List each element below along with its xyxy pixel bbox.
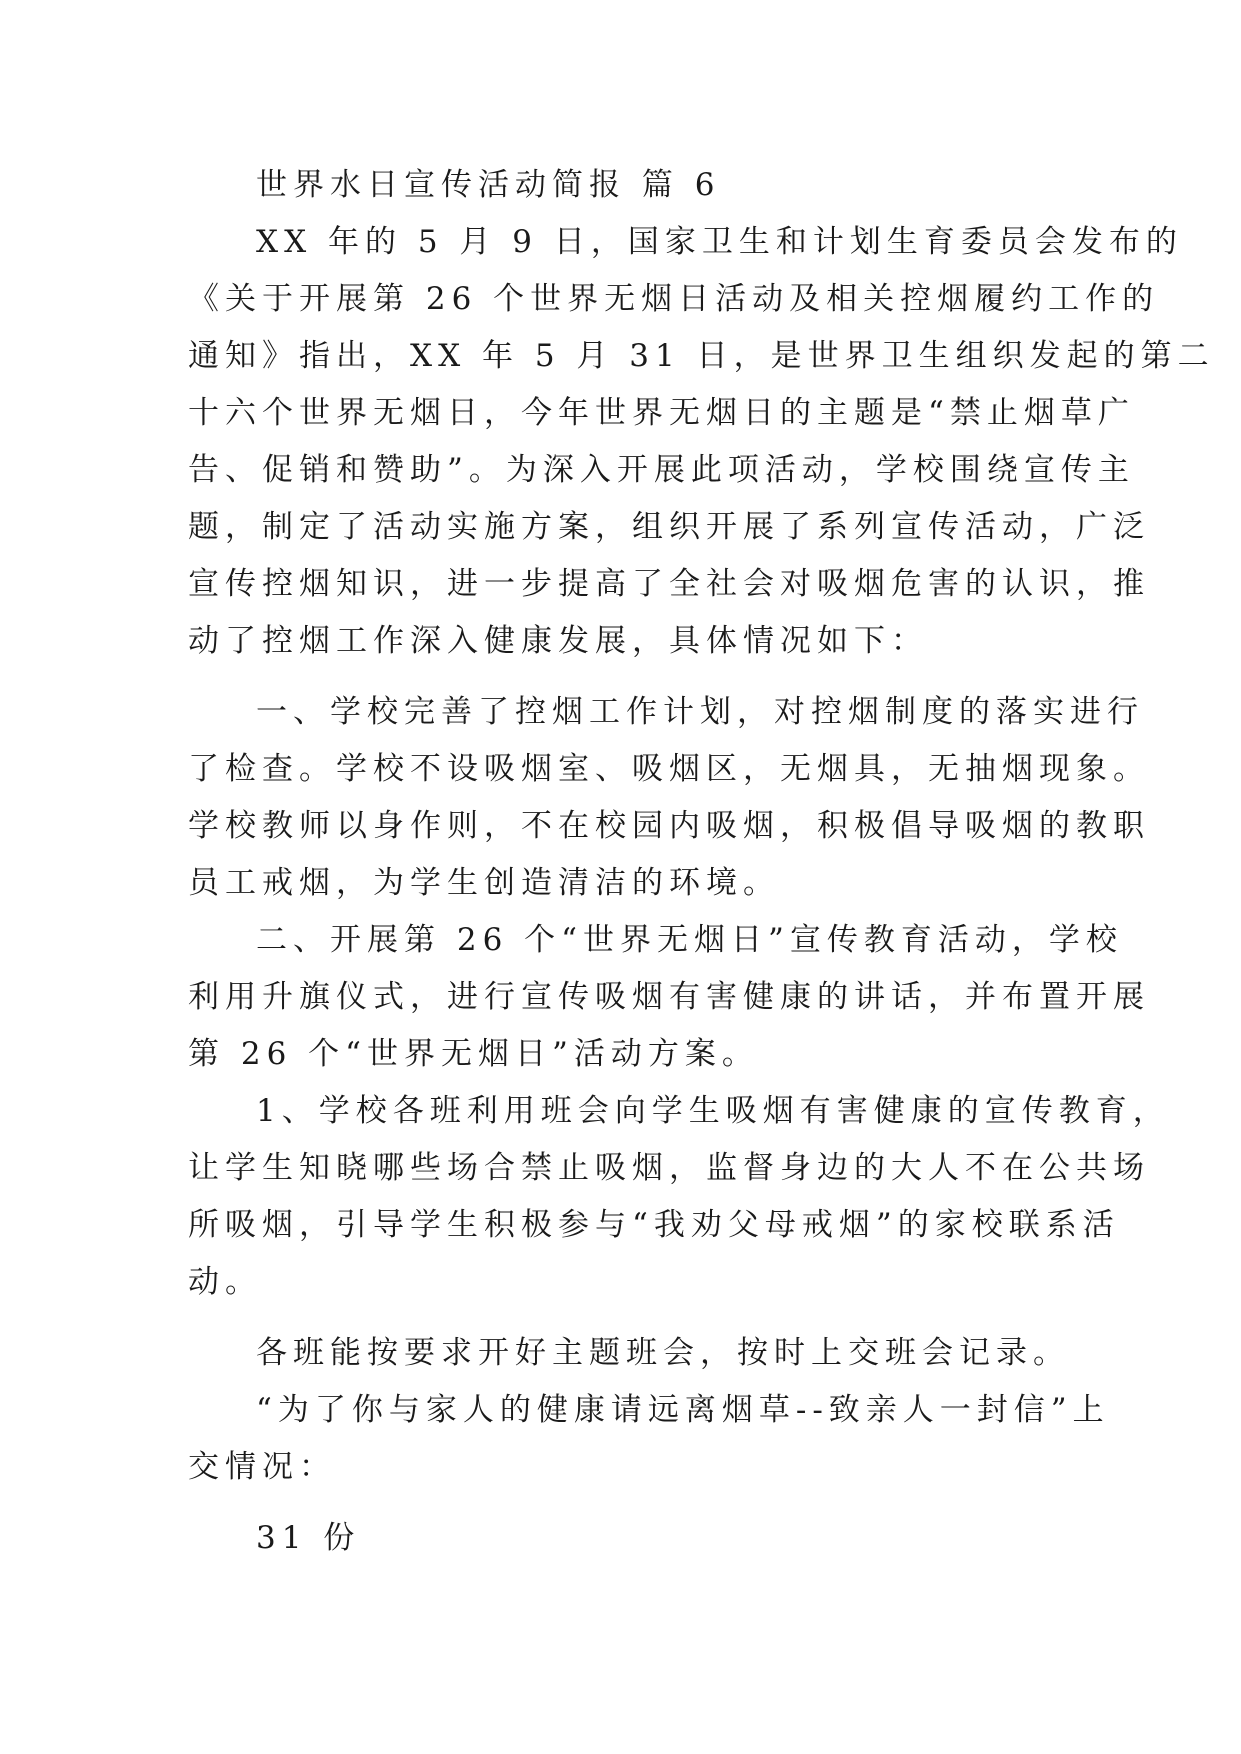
paragraph-2-line-4: 员工戒烟，为学生创造清洁的环境。 <box>188 865 780 901</box>
paragraph-1-line-7: 宣传控烟知识，进一步提高了全社会对吸烟危害的认识，推 <box>188 566 1150 602</box>
paragraph-5-line-1: 各班能按要求开好主题班会，按时上交班会记录。 <box>256 1335 1070 1371</box>
paragraph-1-line-1: XX 年的 5 月 9 日，国家卫生和计划生育委员会发布的 <box>256 224 1183 260</box>
paragraph-4-line-4: 动。 <box>188 1264 262 1300</box>
paragraph-6-line-1: “为了你与家人的健康请远离烟草--致亲人一封信”上 <box>256 1392 1110 1428</box>
paragraph-1-line-2: 《关于开展第 26 个世界无烟日活动及相关控烟履约工作的 <box>188 281 1160 317</box>
paragraph-3-line-2: 利用升旗仪式，进行宣传吸烟有害健康的讲话，并布置开展 <box>188 979 1150 1015</box>
paragraph-3-line-1: 二、开展第 26 个“世界无烟日”宣传教育活动，学校 <box>256 922 1123 958</box>
paragraph-1-line-6: 题，制定了活动实施方案，组织开展了系列宣传活动，广泛 <box>188 509 1150 545</box>
paragraph-1-line-3: 通知》指出，XX 年 5 月 31 日，是世界卫生组织发起的第二 <box>188 338 1215 374</box>
document-title: 世界水日宣传活动简报 篇 6 <box>256 167 721 203</box>
paragraph-2-line-1: 一、学校完善了控烟工作计划，对控烟制度的落实进行 <box>256 694 1144 730</box>
paragraph-3-line-3: 第 26 个“世界无烟日”活动方案。 <box>188 1036 759 1072</box>
paragraph-4-line-2: 让学生知晓哪些场合禁止吸烟，监督身边的大人不在公共场 <box>188 1150 1150 1186</box>
paragraph-2-line-2: 了检查。学校不设吸烟室、吸烟区，无烟具，无抽烟现象。 <box>188 751 1150 787</box>
paragraph-6-line-2: 交情况： <box>188 1449 336 1485</box>
paragraph-1-line-8: 动了控烟工作深入健康发展，具体情况如下： <box>188 623 928 659</box>
paragraph-4-line-1: 1、学校各班利用班会向学生吸烟有害健康的宣传教育， <box>256 1093 1170 1129</box>
paragraph-1-line-5: 告、促销和赞助”。为深入开展此项活动，学校围绕宣传主 <box>188 452 1135 488</box>
paragraph-4-line-3: 所吸烟，引导学生积极参与“我劝父母戒烟”的家校联系活 <box>188 1207 1120 1243</box>
paragraph-1-line-4: 十六个世界无烟日，今年世界无烟日的主题是“禁止烟草广 <box>188 395 1135 431</box>
paragraph-7-line-1: 31 份 <box>256 1520 361 1556</box>
paragraph-2-line-3: 学校教师以身作则，不在校园内吸烟，积极倡导吸烟的教职 <box>188 808 1150 844</box>
